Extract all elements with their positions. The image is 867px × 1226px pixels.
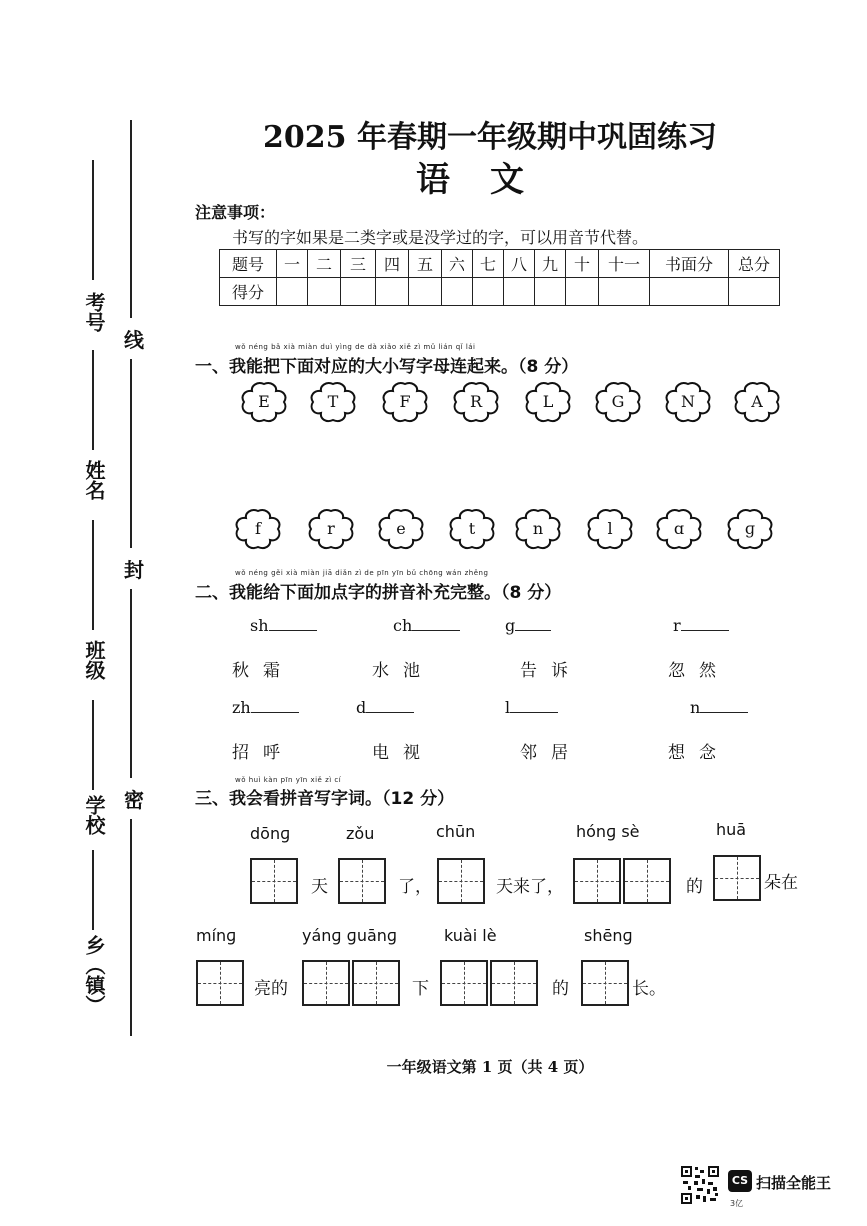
- lowercase-letter-flower[interactable]: [375, 506, 427, 552]
- q1-heading: 一、我能把下面对应的大小写字母连起来。（8 分）: [195, 357, 579, 377]
- pinyin-prefix: sh: [250, 616, 269, 635]
- word-item: 招呼: [232, 743, 294, 763]
- text-fragment: 下: [412, 979, 429, 999]
- table-cell: 书面分: [650, 250, 729, 278]
- pinyin-syllable: zǒu: [346, 824, 375, 843]
- label-school: 学校: [82, 795, 106, 835]
- writing-grid-box[interactable]: [302, 960, 350, 1006]
- qr-code-icon: [680, 1165, 720, 1205]
- page-footer: 一年级语文第 1 页（共 4 页）: [386, 1058, 594, 1076]
- score-table: [219, 249, 780, 306]
- writing-grid-box[interactable]: [338, 858, 386, 904]
- label-class: 班级: [82, 640, 106, 680]
- score-input-cell[interactable]: [650, 278, 729, 306]
- camscanner-brand-name: 扫描全能王: [756, 1174, 832, 1192]
- camscanner-subtext: 3亿: [730, 1199, 744, 1208]
- letter-label: ɡ: [744, 519, 756, 538]
- blank-class: [92, 520, 94, 630]
- uppercase-letter-flower[interactable]: [731, 379, 783, 425]
- pinyin-prefix: g: [505, 616, 516, 635]
- letter-label: G: [611, 392, 625, 411]
- lowercase-letter-flower[interactable]: [512, 506, 564, 552]
- pinyin-prefix: n: [690, 698, 701, 717]
- blank-name: [92, 350, 94, 450]
- letter-label: n: [532, 519, 544, 538]
- writing-grid-box[interactable]: [196, 960, 244, 1006]
- letter-label: T: [327, 392, 339, 411]
- blank-town: [92, 850, 94, 930]
- writing-grid-box[interactable]: [440, 960, 488, 1006]
- pinyin-syllable: huā: [716, 820, 747, 839]
- table-cell: 二: [308, 250, 341, 278]
- lowercase-letter-flower[interactable]: [724, 506, 776, 552]
- text-fragment: 天来了，: [496, 877, 564, 897]
- table-row: [220, 250, 780, 278]
- pinyin-prefix: zh: [232, 698, 251, 717]
- label-exam-number: 考号: [82, 292, 106, 332]
- letter-label: l: [607, 519, 613, 538]
- table-cell: 三: [341, 250, 376, 278]
- pinyin-blank[interactable]: [505, 698, 558, 717]
- notice-title: 注意事项：: [195, 203, 276, 222]
- word-item: 电视: [372, 743, 434, 763]
- pinyin-syllable: kuài lè: [444, 926, 497, 945]
- word-item: 水池: [372, 661, 434, 681]
- blank-school: [92, 700, 94, 790]
- pinyin-syllable: shēnɡ: [584, 926, 633, 945]
- score-input-cell[interactable]: [566, 278, 599, 306]
- score-input-cell[interactable]: [277, 278, 308, 306]
- word-item: 忽然: [668, 661, 730, 681]
- table-cell: 十: [566, 250, 599, 278]
- pinyin-syllable: dōnɡ: [250, 824, 291, 843]
- text-fragment: 亮的: [254, 979, 288, 999]
- lowercase-letter-flower[interactable]: [584, 506, 636, 552]
- uppercase-letter-flower[interactable]: [662, 379, 714, 425]
- blank-exam-number: [92, 160, 94, 280]
- label-town: 乡（镇）: [82, 935, 106, 1015]
- pinyin-blank[interactable]: [356, 698, 414, 717]
- q3-heading: 三、我会看拼音写字词。（12 分）: [195, 789, 455, 809]
- writing-grid-box[interactable]: [250, 858, 298, 904]
- camscanner-logo-icon: CS: [728, 1170, 752, 1192]
- score-input-cell[interactable]: [473, 278, 504, 306]
- table-cell: 九: [535, 250, 566, 278]
- letter-label: A: [751, 392, 763, 411]
- table-cell: 题号: [220, 250, 277, 278]
- word-item: 告诉: [520, 661, 582, 681]
- writing-grid-box[interactable]: [713, 855, 761, 901]
- score-input-cell[interactable]: [409, 278, 442, 306]
- table-cell: 五: [409, 250, 442, 278]
- pinyin-blank[interactable]: [250, 616, 317, 635]
- uppercase-letter-flower[interactable]: [307, 379, 359, 425]
- letter-label: L: [542, 392, 554, 411]
- lowercase-letter-flower[interactable]: [446, 506, 498, 552]
- q3-pinyin: wǒ huì kàn pīn yīn xiě zì cí: [235, 776, 342, 784]
- letter-label: R: [469, 392, 483, 411]
- table-cell: 八: [504, 250, 535, 278]
- lowercase-letter-flower[interactable]: [653, 506, 705, 552]
- notice-text: 书写的字如果是二类字或是没学过的字，可以用音节代替。: [232, 228, 649, 247]
- text-fragment: 天: [311, 877, 328, 897]
- pinyin-syllable: hónɡ sè: [576, 822, 640, 841]
- pinyin-syllable: yánɡ ɡuānɡ: [302, 926, 398, 945]
- text-fragment: 的: [552, 979, 569, 999]
- writing-grid-box[interactable]: [623, 858, 671, 904]
- uppercase-letter-flower[interactable]: [450, 379, 502, 425]
- writing-grid-box[interactable]: [573, 858, 621, 904]
- score-input-cell[interactable]: [535, 278, 566, 306]
- letter-label: F: [399, 392, 411, 411]
- text-fragment: 长。: [632, 979, 666, 999]
- letter-label: E: [258, 392, 270, 411]
- pinyin-prefix: r: [673, 616, 681, 635]
- letter-label: N: [681, 392, 695, 411]
- text-fragment: 的: [686, 877, 703, 897]
- writing-grid-box[interactable]: [581, 960, 629, 1006]
- score-input-cell[interactable]: [599, 278, 650, 306]
- table-cell: 得分: [220, 278, 277, 306]
- seal-line-char: 线: [124, 318, 144, 359]
- lowercase-letter-flower[interactable]: [305, 506, 357, 552]
- seal-secret-char: 密: [124, 778, 144, 819]
- table-cell: 一: [277, 250, 308, 278]
- q1-pinyin: wǒ néng bǎ xià miàn duì yìng de dà xiǎo xiě zì mǔ lián qǐ lái: [235, 343, 476, 351]
- writing-grid-box[interactable]: [437, 858, 485, 904]
- table-row: [220, 278, 780, 306]
- letter-label: t: [468, 519, 476, 538]
- score-input-cell[interactable]: [376, 278, 409, 306]
- word-item: 邻居: [520, 743, 582, 763]
- pinyin-syllable: chūn: [436, 822, 476, 841]
- score-input-cell[interactable]: [442, 278, 473, 306]
- word-item: 秋霜: [232, 661, 294, 681]
- letter-label: r: [327, 519, 335, 538]
- pinyin-blank[interactable]: [232, 698, 299, 717]
- uppercase-letter-flower[interactable]: [238, 379, 290, 425]
- q2-heading: 二、我能给下面加点字的拼音补充完整。（8 分）: [195, 583, 562, 603]
- pinyin-blank[interactable]: [505, 616, 551, 635]
- pinyin-blank[interactable]: [690, 698, 748, 717]
- score-input-cell[interactable]: [729, 278, 780, 306]
- pinyin-prefix: d: [356, 698, 367, 717]
- table-cell: 七: [473, 250, 504, 278]
- pinyin-prefix: ch: [393, 616, 413, 635]
- score-input-cell[interactable]: [504, 278, 535, 306]
- letter-label: ɑ: [673, 519, 685, 538]
- table-cell: 六: [442, 250, 473, 278]
- page-title: 2025 年春期一年级期中巩固练习: [263, 120, 717, 155]
- letter-label: e: [396, 519, 406, 538]
- text-fragment: 了，: [398, 877, 432, 897]
- score-input-cell[interactable]: [308, 278, 341, 306]
- pinyin-blank[interactable]: [393, 616, 460, 635]
- writing-grid-box[interactable]: [490, 960, 538, 1006]
- uppercase-letter-flower[interactable]: [592, 379, 644, 425]
- q2-pinyin: wǒ néng gěi xià miàn jiā diǎn zì de pīn yīn bǔ chōng wán zhěng: [235, 569, 489, 577]
- uppercase-letter-flower[interactable]: [522, 379, 574, 425]
- pinyin-syllable: mínɡ: [196, 926, 237, 945]
- text-fragment: 朵在: [764, 873, 798, 893]
- letter-label: f: [255, 519, 261, 538]
- uppercase-letter-flower[interactable]: [379, 379, 431, 425]
- table-cell: 总分: [729, 250, 780, 278]
- subject-title: 语文: [416, 160, 564, 200]
- table-cell: 十一: [599, 250, 650, 278]
- label-name: 姓名: [82, 460, 106, 500]
- writing-grid-box[interactable]: [352, 960, 400, 1006]
- pinyin-blank[interactable]: [673, 616, 729, 635]
- seal-seal-char: 封: [124, 548, 144, 589]
- lowercase-letter-flower[interactable]: [232, 506, 284, 552]
- score-input-cell[interactable]: [341, 278, 376, 306]
- pinyin-prefix: l: [505, 698, 511, 717]
- table-cell: 四: [376, 250, 409, 278]
- word-item: 想念: [668, 743, 730, 763]
